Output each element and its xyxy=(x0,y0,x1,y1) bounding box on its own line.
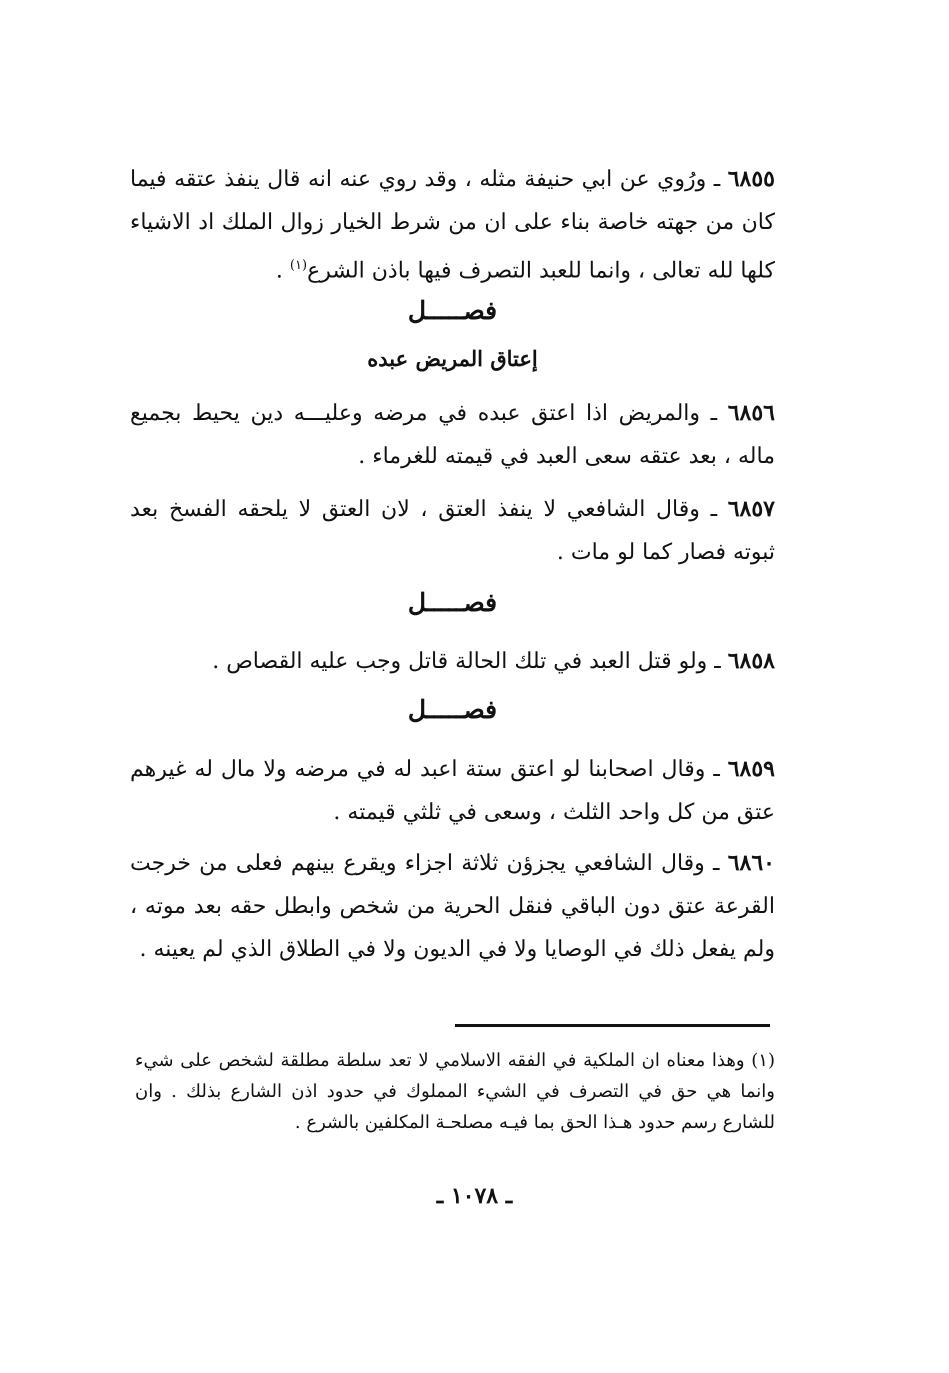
paragraph-end: . xyxy=(275,258,290,284)
section-heading-3 xyxy=(130,695,775,724)
paragraph-text: ورُوي عن ابي حنيفة مثله ، وقد روي عنه انه قال ينفذ عتقه فيما كان من جهته خاصة بناء على ان من شرط الخيار زوال الملك اد الاشياء كلها لله تعالى ، وانما للعبد التصرف فيها باذن الشرع xyxy=(130,167,775,284)
paragraph-text: وقال الشافعي يجزؤن ثلاثة اجزاء ويقرع بينهم فعلى من خرجت القرعة عتق دون الباقي فنقل الحرية من شخص وابطل حقه بعد موته ، ولم يفعل ذلك في الوصايا ولا في الديون ولا في الطلاق الذي لم يعينه . xyxy=(130,851,775,962)
section-heading-2 xyxy=(130,588,775,617)
paragraph-number: ٦٨٥٩ xyxy=(727,756,775,782)
paragraph-6859 xyxy=(130,748,775,834)
section-subtitle-1 xyxy=(130,346,775,371)
footnotes xyxy=(135,1045,775,1138)
section-heading-text: فصـــــل xyxy=(407,296,498,325)
footnote-marker: (١) xyxy=(751,1050,775,1071)
dash: ـ xyxy=(713,167,721,192)
paragraph-text: وقال اصحابنا لو اعتق ستة اعبد له في مرضه ولا مال له غيرهم عتق من كل واحد الثلث ، وسعى في ثلثي قيمته . xyxy=(130,757,775,825)
paragraph-6856 xyxy=(130,392,775,478)
dash: ـ xyxy=(713,851,720,876)
section-subtitle-text: إعتاق المريض عبده xyxy=(367,346,538,371)
section-heading-text: فصـــــل xyxy=(407,695,498,724)
paragraph-6860 xyxy=(130,842,775,971)
page-number: ـ ١٠٧٨ ـ xyxy=(436,1183,513,1209)
paragraph-text: والمريض اذا اعتق عبده في مرضه وعليـــه دين يحيط بجميع ماله ، بعد عتقه سعى العبد في قيمته للغرماء . xyxy=(130,401,775,469)
footnote-separator xyxy=(455,1024,770,1027)
paragraph-6858 xyxy=(130,640,775,683)
paragraph-text: ولو قتل العبد في تلك الحالة قاتل وجب عليه القصاص . xyxy=(212,649,708,674)
paragraph-6855 xyxy=(130,158,775,292)
dash: ـ xyxy=(710,497,718,522)
paragraph-text: وقال الشافعي لا ينفذ العتق ، لان العتق لا يلحقه الفسخ بعد ثبوته فصار كما لو مات . xyxy=(130,497,775,565)
paragraph-number: ٦٨٥٧ xyxy=(727,496,775,522)
footnote-text: وهذا معناه ان الملكية في الفقه الاسلامي لا تعد سلطة مطلقة لشخص على شيء وانما هي حق في التصرف في الشيء المملوك في حدود اذن الشارع بذلك . وان للشارع رسم حدود هـذا الحق بما فيـه مصلحـة المكلفين بالشرع . xyxy=(135,1050,775,1133)
footnote-reference: (١) xyxy=(289,258,308,273)
paragraph-6857 xyxy=(130,488,775,574)
dash: ـ xyxy=(713,757,720,782)
footnote-1 xyxy=(135,1045,775,1138)
paragraph-number: ٦٨٦٠ xyxy=(727,850,775,876)
paragraph-number: ٦٨٥٥ xyxy=(727,166,775,192)
paragraph-number: ٦٨٥٨ xyxy=(727,648,775,674)
paragraph-number: ٦٨٥٦ xyxy=(727,400,775,426)
dash: ـ xyxy=(714,649,721,674)
section-heading-1 xyxy=(130,296,775,325)
dash: ـ xyxy=(710,401,718,426)
section-heading-text: فصـــــل xyxy=(407,588,498,617)
